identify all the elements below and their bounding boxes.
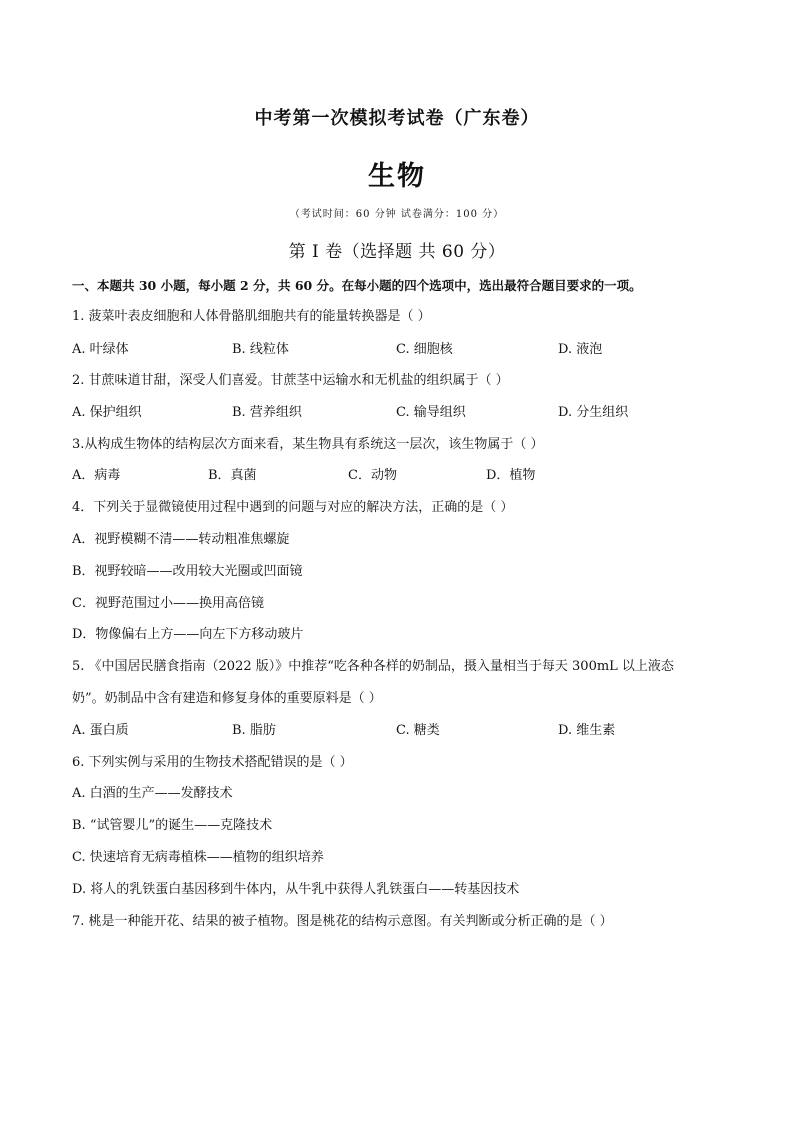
question-2-option-b: B. 营养组织 (232, 405, 302, 420)
question-7-stem: 7. 桃是一种能开花、结果的被子植物。图是桃花的结构示意图。有关判断或分析正确的是（ ） (72, 914, 613, 929)
question-3-option-b: B．真菌 (208, 468, 257, 483)
question-5-option-b: B. 脂肪 (232, 723, 276, 738)
question-5-stem-line-1: 5. 《中国居民膳食指南（2022 版）》中推荐“吃各种各样的奶制品，摄入量相当于每天 300mL 以上液态 (72, 659, 674, 674)
question-4-choice-c: C．视野范围过小——换用高倍镜 (72, 596, 264, 611)
section-title: 第 I 卷（选择题 共 60 分） (288, 242, 506, 262)
question-1-stem: 1. 菠菜叶表皮细胞和人体骨骼肌细胞共有的能量转换器是（ ） (72, 309, 431, 324)
exam-title: 中考第一次模拟考试卷（广东卷） (254, 108, 540, 129)
question-5-options (72, 722, 722, 740)
question-3-option-a: A．病毒 (72, 468, 121, 483)
question-6-choice-c: C. 快速培育无病毒植株——植物的组织培养 (72, 850, 324, 865)
question-1-option-d: D. 液泡 (558, 342, 603, 357)
section-instruction: 一、本题共 30 小题，每小题 2 分，共 60 分。在每小题的四个选项中，选出最符合题目要求的一项。 (72, 278, 642, 293)
question-2-option-a: A. 保护组织 (72, 405, 142, 420)
question-3-option-c: C．动物 (348, 468, 397, 483)
question-5-option-c: C. 糖类 (396, 723, 440, 738)
question-5-option-a: A. 蛋白质 (72, 723, 129, 738)
question-2-option-d: D. 分生组织 (558, 405, 629, 420)
question-1-option-a: A. 叶绿体 (72, 342, 129, 357)
question-6-choice-d: D. 将人的乳铁蛋白基因移到牛体内，从牛乳中获得人乳铁蛋白——转基因技术 (72, 882, 520, 897)
question-4-choice-a: A．视野模糊不清——转动粗准焦螺旋 (72, 532, 290, 547)
question-6-choice-b: B. “试管婴儿”的诞生——克隆技术 (72, 818, 273, 833)
question-2-options (72, 404, 722, 422)
subject-title: 生物 (368, 161, 426, 192)
exam-info: （考试时间：60 分钟 试卷满分：100 分） (289, 209, 505, 220)
question-1-options (72, 341, 722, 359)
question-4-choice-d: D．物像偏右上方——向左下方移动玻片 (72, 627, 304, 642)
question-4-stem: 4．下列关于显微镜使用过程中遇到的问题与对应的解决方法，正确的是（ ） (72, 500, 514, 515)
question-1-option-b: B. 线粒体 (232, 342, 289, 357)
question-5-option-d: D. 维生素 (558, 723, 616, 738)
question-6-choice-a: A. 白酒的生产——发酵技术 (72, 786, 233, 801)
question-3-option-d: D．植物 (486, 468, 536, 483)
question-3-stem: 3.从构成生物体的结构层次方面来看，某生物具有系统这一层次，该生物属于（ ） (72, 437, 544, 452)
question-2-stem: 2. 甘蔗味道甘甜，深受人们喜爱。甘蔗茎中运输水和无机盐的组织属于（ ） (72, 373, 509, 388)
question-1-option-c: C. 细胞核 (396, 342, 453, 357)
question-2-option-c: C. 输导组织 (396, 405, 466, 420)
question-4-choice-b: B．视野较暗——改用较大光圈或凹面镜 (72, 564, 303, 579)
question-6-stem: 6. 下列实例与采用的生物技术搭配错误的是（ ） (72, 755, 353, 770)
question-5-stem-line-2: 奶”。奶制品中含有建造和修复身体的重要原料是（ ） (72, 691, 382, 706)
question-3-options (72, 467, 722, 485)
